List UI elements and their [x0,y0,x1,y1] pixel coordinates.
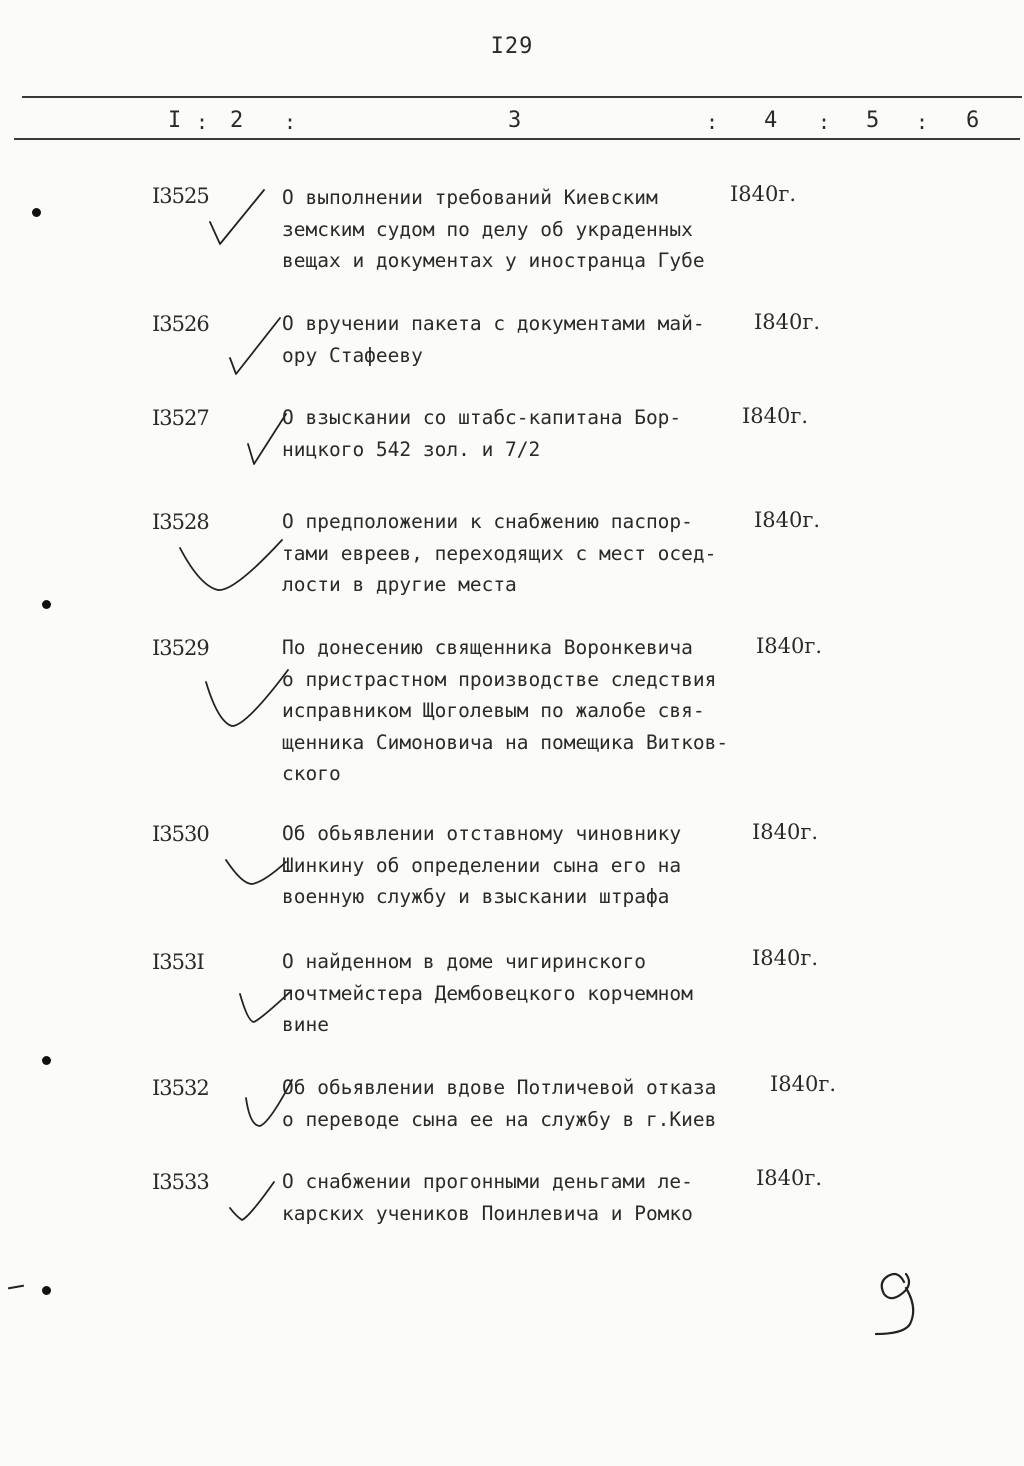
entry-number: I3529 [152,636,209,660]
column-header-3: 3 [508,108,522,133]
entry-text: Об обьявлении отставному чиновнику Шинкину об определении сына его на военную службу и взыскании штрафа [282,822,682,908]
handwritten-sheet-number [860,1262,930,1342]
binder-hole [42,1056,51,1065]
entry-year: I840г. [756,1166,823,1190]
entry-text: О снабжении прогонными деньгами ле- карских учеников Поинлевича и Ромко [282,1170,693,1225]
entry-text: О взыскании со штабс-капитана Бор- ницкого 542 зол. и 7/2 [282,406,682,461]
binder-hole [42,1286,51,1295]
entry-year: I840г. [754,310,821,334]
check-mark-icon [202,664,292,732]
entry-number: I3527 [152,406,209,430]
entry-text: По донесению священника Воронкевича о пристрастном производстве следствия исправником Щоголевым по жалобе свя- щенника Симоновича на помещика Витков- ского [282,636,729,785]
entry-year: I840г. [754,508,821,532]
column-separator: : [706,110,719,134]
entry-text: О предположении к снабжению паспор- тами евреев, переходящих с мест осед- лости в другие места [282,510,717,596]
entry-number: I3533 [152,1170,209,1194]
column-header-2: 2 [230,108,244,133]
entry-text: О выполнении требований Киевским земским судом по делу об украденных вещах и документах у иностранца Губе [282,186,705,272]
column-header-1: I [168,108,182,133]
header-rule-bottom [14,138,1020,140]
column-header-4: 4 [764,108,778,133]
check-mark-icon [206,186,268,250]
check-mark-icon [224,856,288,888]
entry-text: О вручении пакета с документами май- ору Стафееву [282,312,705,367]
entry-number: I3532 [152,1076,209,1100]
column-header-6: 6 [966,108,980,133]
entry-number: I3528 [152,510,209,534]
entry-number: I3526 [152,312,209,336]
margin-tick [8,1285,24,1290]
column-header-5: 5 [866,108,880,133]
column-separator: : [284,110,297,134]
entry-year: I840г. [752,820,819,844]
entry-text: Об обьявлении вдове Потличевой отказа о переводе сына ее на службу в г.Киев [282,1076,717,1131]
binder-hole [32,208,41,217]
entry-year: I840г. [752,946,819,970]
entry-year: I840г. [742,404,809,428]
column-separator: : [818,110,831,134]
page-number: I29 [490,34,534,59]
entry-year: I840г. [730,182,797,206]
binder-hole [42,600,51,609]
entry-year: I840г. [756,634,823,658]
column-separator: : [916,110,929,134]
column-separator: : [196,110,209,134]
check-mark-icon [176,536,286,594]
check-mark-icon [226,314,286,378]
entry-number: I3525 [152,184,209,208]
entry-number: I353I [152,950,204,974]
entry-year: I840г. [770,1072,837,1096]
check-mark-icon [226,1178,278,1224]
header-rule-top [22,96,1022,98]
entry-text: О найденном в доме чигиринского почтмейстера Дембовецкого корчемном вине [282,950,693,1036]
entry-number: I3530 [152,822,209,846]
